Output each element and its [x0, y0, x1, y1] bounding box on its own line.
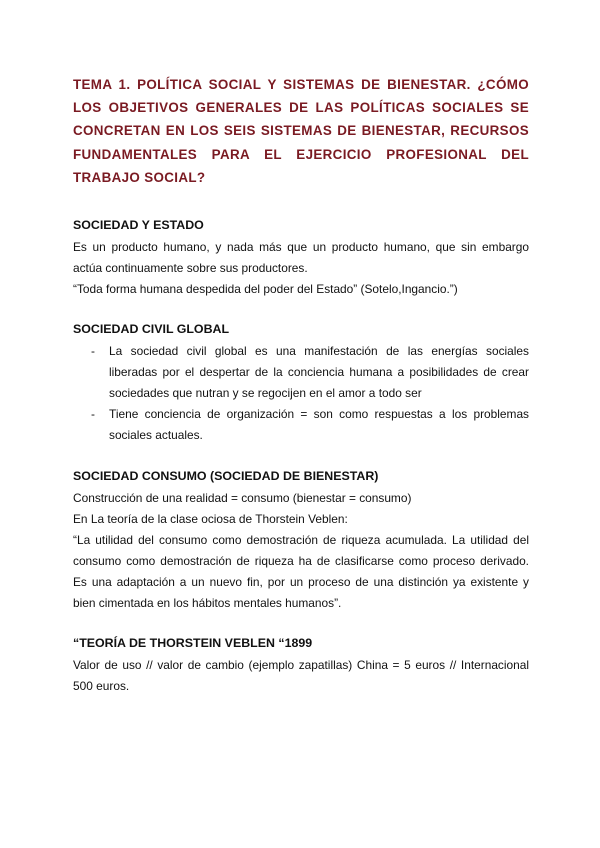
paragraph-line: actúa continuamente sobre sus productores.	[73, 261, 308, 275]
bullet-marker: -	[91, 344, 95, 358]
paragraph-line: “La utilidad del consumo como demostración de riqueza acumulada. La utilidad del	[73, 533, 529, 547]
paragraph-line: Construcción de una realidad = consumo (bienestar = consumo)	[73, 491, 412, 505]
section-paragraph	[73, 655, 529, 697]
section-teoria-veblen	[73, 635, 529, 697]
section-heading: SOCIEDAD Y ESTADO	[73, 218, 204, 232]
paragraph-line: Tiene conciencia de organización = son como respuestas a los problemas	[109, 407, 529, 421]
bullet-marker: -	[91, 407, 95, 421]
paragraph-line: liberadas por el despertar de la conciencia humana a posibilidades de crear	[109, 365, 529, 379]
paragraph-line: sociales actuales.	[109, 428, 203, 442]
paragraph-line: Es una adaptación a un nuevo fin, por un proceso de una distinción ya existente y	[73, 575, 529, 589]
title-line: FUNDAMENTALES PARA EL EJERCICIO PROFESIONAL DEL	[73, 146, 529, 162]
section-sociedad-civil-global	[73, 321, 529, 446]
section-heading: “TEORÍA DE THORSTEIN VEBLEN “1899	[73, 636, 313, 650]
section-heading: SOCIEDAD CONSUMO (SOCIEDAD DE BIENESTAR)	[73, 469, 379, 483]
list-item	[73, 341, 529, 404]
paragraph-line: Valor de uso // valor de cambio (ejemplo zapatillas) China = 5 euros // Internacional	[73, 658, 529, 672]
paragraph-line: “Toda forma humana despedida del poder del Estado” (Sotelo,Ingancio.”)	[73, 282, 458, 296]
paragraph-line: 500 euros.	[73, 679, 130, 693]
title-line: LOS OBJETIVOS GENERALES DE LAS POLÍTICAS SOCIALES SE	[73, 100, 529, 116]
section-sociedad-consumo	[73, 468, 529, 614]
list-item	[73, 404, 529, 446]
paragraph-line: consumo como demostración de riqueza ha de clasificarse como proceso derivado.	[73, 554, 529, 568]
section-paragraph	[73, 237, 529, 300]
bullet-list	[73, 341, 529, 446]
paragraph-line: La sociedad civil global es una manifestación de las energías sociales	[109, 344, 529, 358]
paragraph-line: bien cimentada en los hábitos mentales humanos”.	[73, 596, 342, 610]
section-sociedad-estado	[73, 217, 529, 300]
title-line: CONCRETAN EN LOS SEIS SISTEMAS DE BIENESTAR, RECURSOS	[73, 123, 529, 139]
paragraph-line: En La teoría de la clase ociosa de Thorstein Veblen:	[73, 512, 348, 526]
document-title	[73, 73, 529, 189]
paragraph-line: sociedades que nutran y se regocijen en el amor a todo ser	[109, 386, 422, 400]
title-line: TRABAJO SOCIAL?	[73, 169, 206, 185]
paragraph-line: Es un producto humano, y nada más que un producto humano, que sin embargo	[73, 240, 529, 254]
title-line: TEMA 1. POLÍTICA SOCIAL Y SISTEMAS DE BIENESTAR. ¿CÓMO	[73, 77, 529, 92]
section-heading: SOCIEDAD CIVIL GLOBAL	[73, 322, 230, 336]
section-paragraph	[73, 488, 529, 614]
